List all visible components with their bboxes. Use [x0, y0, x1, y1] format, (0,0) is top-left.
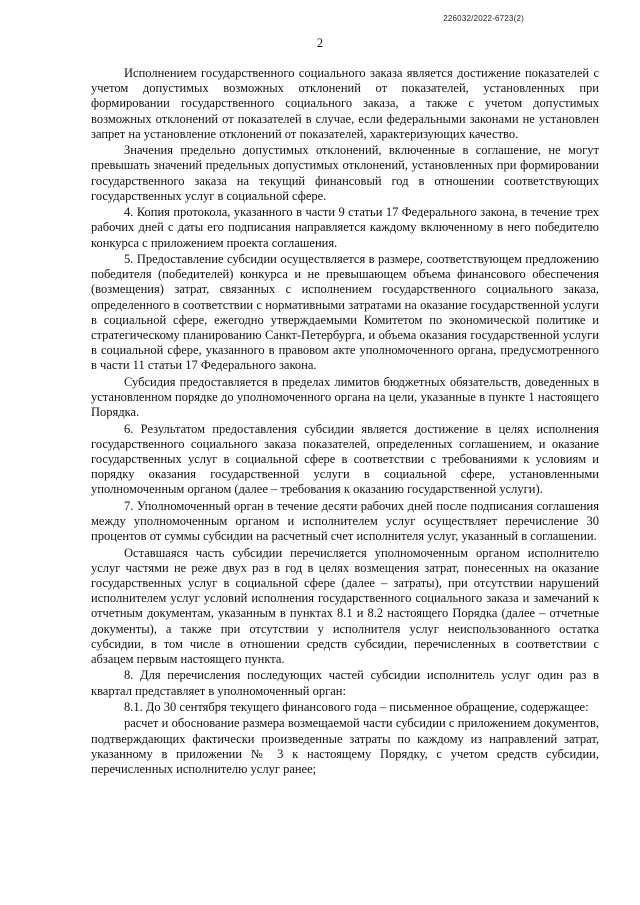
paragraph-deviation-limits: Значения предельно допустимых отклонений, включенные в соглашение, не могут превышать значений предельных допустимых отклонений, установленных при формировании государственного заказа на текущий финансовый год в отношении соответствующих государственных услуг в социальной сфере. — [91, 143, 599, 203]
paragraph-item-5: 5. Предоставление субсидии осуществляется в размере, соответствующем предложению победителя (победителей) конкурса и не превышающем объема финансового обеспечения (возмещения) затрат, связанных с исполнением государственного социального заказа, определенного в соответствии с нормативными затратами на оказание государственной услуги в социальной сфере, ежегодно утверждаемыми Комитетом по экономической политике и стратегическому планированию Санкт-Петербурга, и объема оказания государственной услуги в социальной сфере, указанного в правовом акте уполномоченного органа, предусмотренного в части 11 статьи 17 Федерального закона. — [91, 252, 599, 373]
paragraph-subsidy-limits: Субсидия предоставляется в пределах лимитов бюджетных обязательств, доведенных в установленном порядке до уполномоченного органа на цели, указанные в пункте 1 настоящего Порядка. — [91, 374, 599, 420]
paragraph-remaining-subsidy: Оставшаяся часть субсидии перечисляется уполномоченным органом исполнителю услуг частями не реже двух раз в год в целях возмещения затрат, понесенных на оказание государственных услуг в социальной сфере (далее – затраты), при отсутствии нарушений исполнителем услуг условий исполнения государственного социального заказа и замечаний к отчетным документам, указанным в пунктах 8.1 и 8.2 настоящего Порядка (далее – отчетные документы), а также при отсутствии у исполнителя услуг неиспользованного остатка субсидии, в том числе в отношении средств субсидии, перечисленных в соответствии с абзацем первым настоящего пункта. — [91, 545, 599, 667]
paragraph-item-8: 8. Для перечисления последующих частей субсидии исполнитель услуг один раз в квартал представляет в уполномоченный орган: — [91, 668, 599, 698]
paragraph-item-8-1: 8.1. До 30 сентября текущего финансового года – письменное обращение, содержащее: — [124, 700, 589, 715]
paragraph-calculation: расчет и обоснование размера возмещаемой части субсидии с приложением документов, подтверждающих фактически произведенные затраты по каждому из направлений затрат, указанному в приложении № 3 к настоящему Порядку, с учетом средств субсидии, перечисленных исполнителю услуг ранее; — [91, 716, 599, 777]
paragraph-item-6: 6. Результатом предоставления субсидии является достижение в целях исполнения государственного социального заказа показателей, определенных соглашением, и оказание государственных услуг в социальной сфере в соответствии с требованиями к условиям и порядку оказания государственной услуги в социальной сфере, установленными уполномоченным органом (далее – требования к оказанию государственной услуги). — [91, 421, 599, 497]
paragraph-item-7: 7. Уполномоченный орган в течение десяти рабочих дней после подписания соглашения между уполномоченным органом и исполнителем услуг осуществляет перечисление 30 процентов от суммы субсидии на расчетный счет исполнителя услуг, указанный в соглашении. — [91, 498, 599, 544]
paragraph-execution-of-order: Исполнением государственного социального заказа является достижение показателей с учетом допустимых возможных отклонений от показателей, установленных при формировании государственного социального заказа, а также с учетом допустимых возможных отклонений от показателей в случае, если федеральными законами не установлен запрет на установление отклонений от показателей, характеризующих качество. — [91, 66, 599, 141]
document-body — [91, 66, 599, 778]
page-number: 2 — [316, 36, 324, 50]
paragraph-item-4: 4. Копия протокола, указанного в части 9 статьи 17 Федерального закона, в течение трех рабочих дней с даты его подписания направляется каждому включенному в него победителю конкурса с приложением проекта соглашения. — [91, 205, 599, 250]
document-id: 226032/2022-6723(2) — [443, 14, 524, 23]
